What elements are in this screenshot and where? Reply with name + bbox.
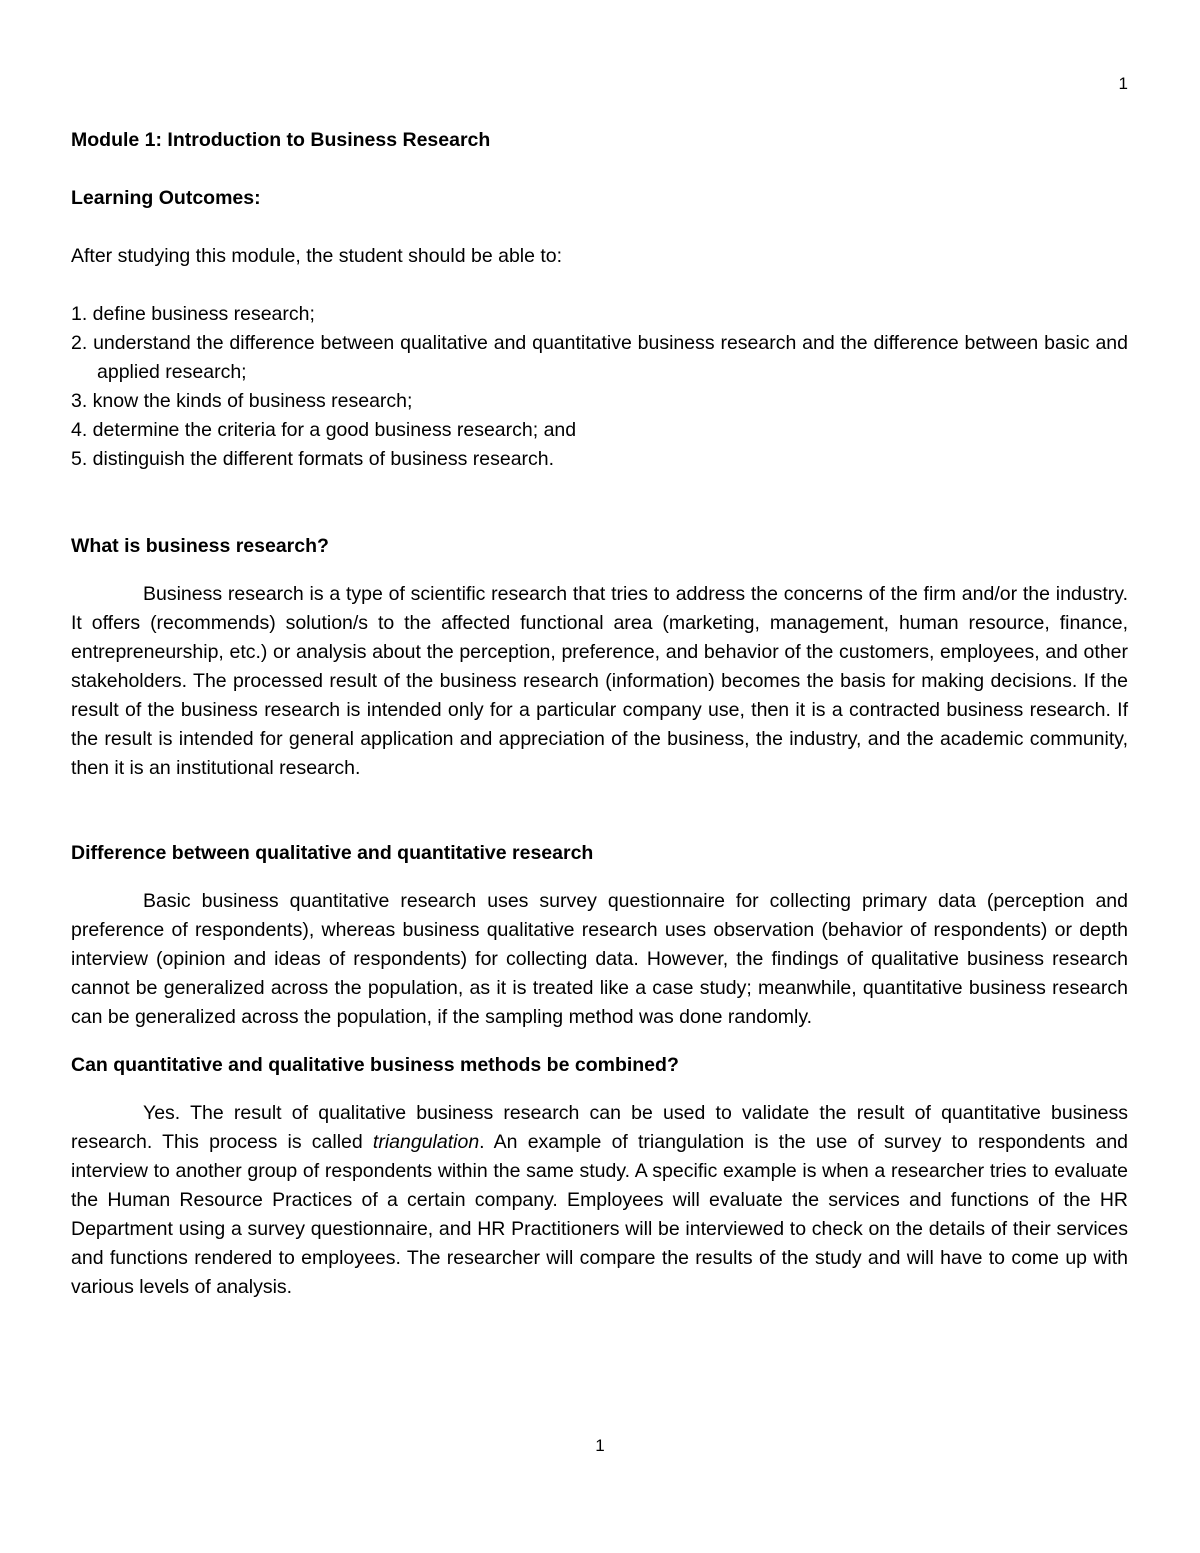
outcome-item: 3. know the kinds of business research; bbox=[71, 390, 413, 412]
section-paragraph-combined-methods bbox=[71, 1099, 1128, 1302]
outcome-item: 2. understand the difference between qualitative and quantitative business research and the difference between basic and applied research; bbox=[71, 332, 1128, 383]
section-paragraph-business-research: Business research is a type of scientific research that tries to address the concerns of the firm and/or the industry. It offers (recommends) solution/s to the affected functional area (marketing, management, human resource, finance, entrepreneurship, etc.) or analysis about the perception, preference, and behavior of the customers, employees, and other stakeholders. The processed result of the business research (information) becomes the basis for making decisions. If the result of the business research is intended only for a particular company use, then it is a contracted business research. If the result is intended for general application and appreciation of the business, the industry, and the academic community, then it is an institutional research. bbox=[71, 583, 1128, 779]
paragraph-text-start: Yes. The result of qualitative business research can be used to validate the result of quantitative business research. This process is called bbox=[71, 1102, 1128, 1153]
paragraph-text-end: . An example of triangulation is the use of survey to respondents and interview to another group of respondents within the same study. A specific example is when a researcher tries to evaluate the Human Resource Practices of a certain company. Employees will evaluate the services and functions of the HR Department using a survey questionnaire, and HR Practitioners will be interviewed to check on the details of their services and functions rendered to employees. The researcher will compare the results of the study and will have to come up with various levels of analysis. bbox=[71, 1131, 1129, 1298]
page-number-footer: 1 bbox=[595, 1436, 605, 1455]
learning-outcomes-heading: Learning Outcomes: bbox=[71, 187, 261, 209]
outcome-item: 4. determine the criteria for a good business research; and bbox=[71, 419, 577, 441]
section-heading-qualitative-vs-quantitative: Difference between qualitative and quantitative research bbox=[71, 842, 594, 864]
outcome-item: 5. distinguish the different formats of business research. bbox=[71, 448, 555, 470]
page-number-header: 1 bbox=[1118, 74, 1128, 93]
outcome-item: 1. define business research; bbox=[71, 303, 315, 325]
section-paragraph-qualitative-vs-quantitative: Basic business quantitative research uses survey questionnaire for collecting primary data (perception and preference of respondents), whereas business qualitative research uses observation (behavior of respondents) or depth interview (opinion and ideas of respondents) for collecting data. However, the findings of qualitative business research cannot be generalized across the population, as it is treated like a case study; meanwhile, quantitative business research can be generalized across the population, if the sampling method was done randomly. bbox=[71, 890, 1128, 1028]
document-body bbox=[71, 126, 1128, 1302]
section-heading-what-is-business-research: What is business research? bbox=[71, 535, 329, 557]
module-title: Module 1: Introduction to Business Research bbox=[71, 129, 491, 151]
learning-outcomes-list bbox=[71, 300, 1128, 474]
intro-line: After studying this module, the student should be able to: bbox=[71, 245, 563, 267]
section-heading-combined-methods: Can quantitative and qualitative business methods be combined? bbox=[71, 1054, 679, 1076]
triangulation-term: triangulation bbox=[372, 1131, 480, 1153]
